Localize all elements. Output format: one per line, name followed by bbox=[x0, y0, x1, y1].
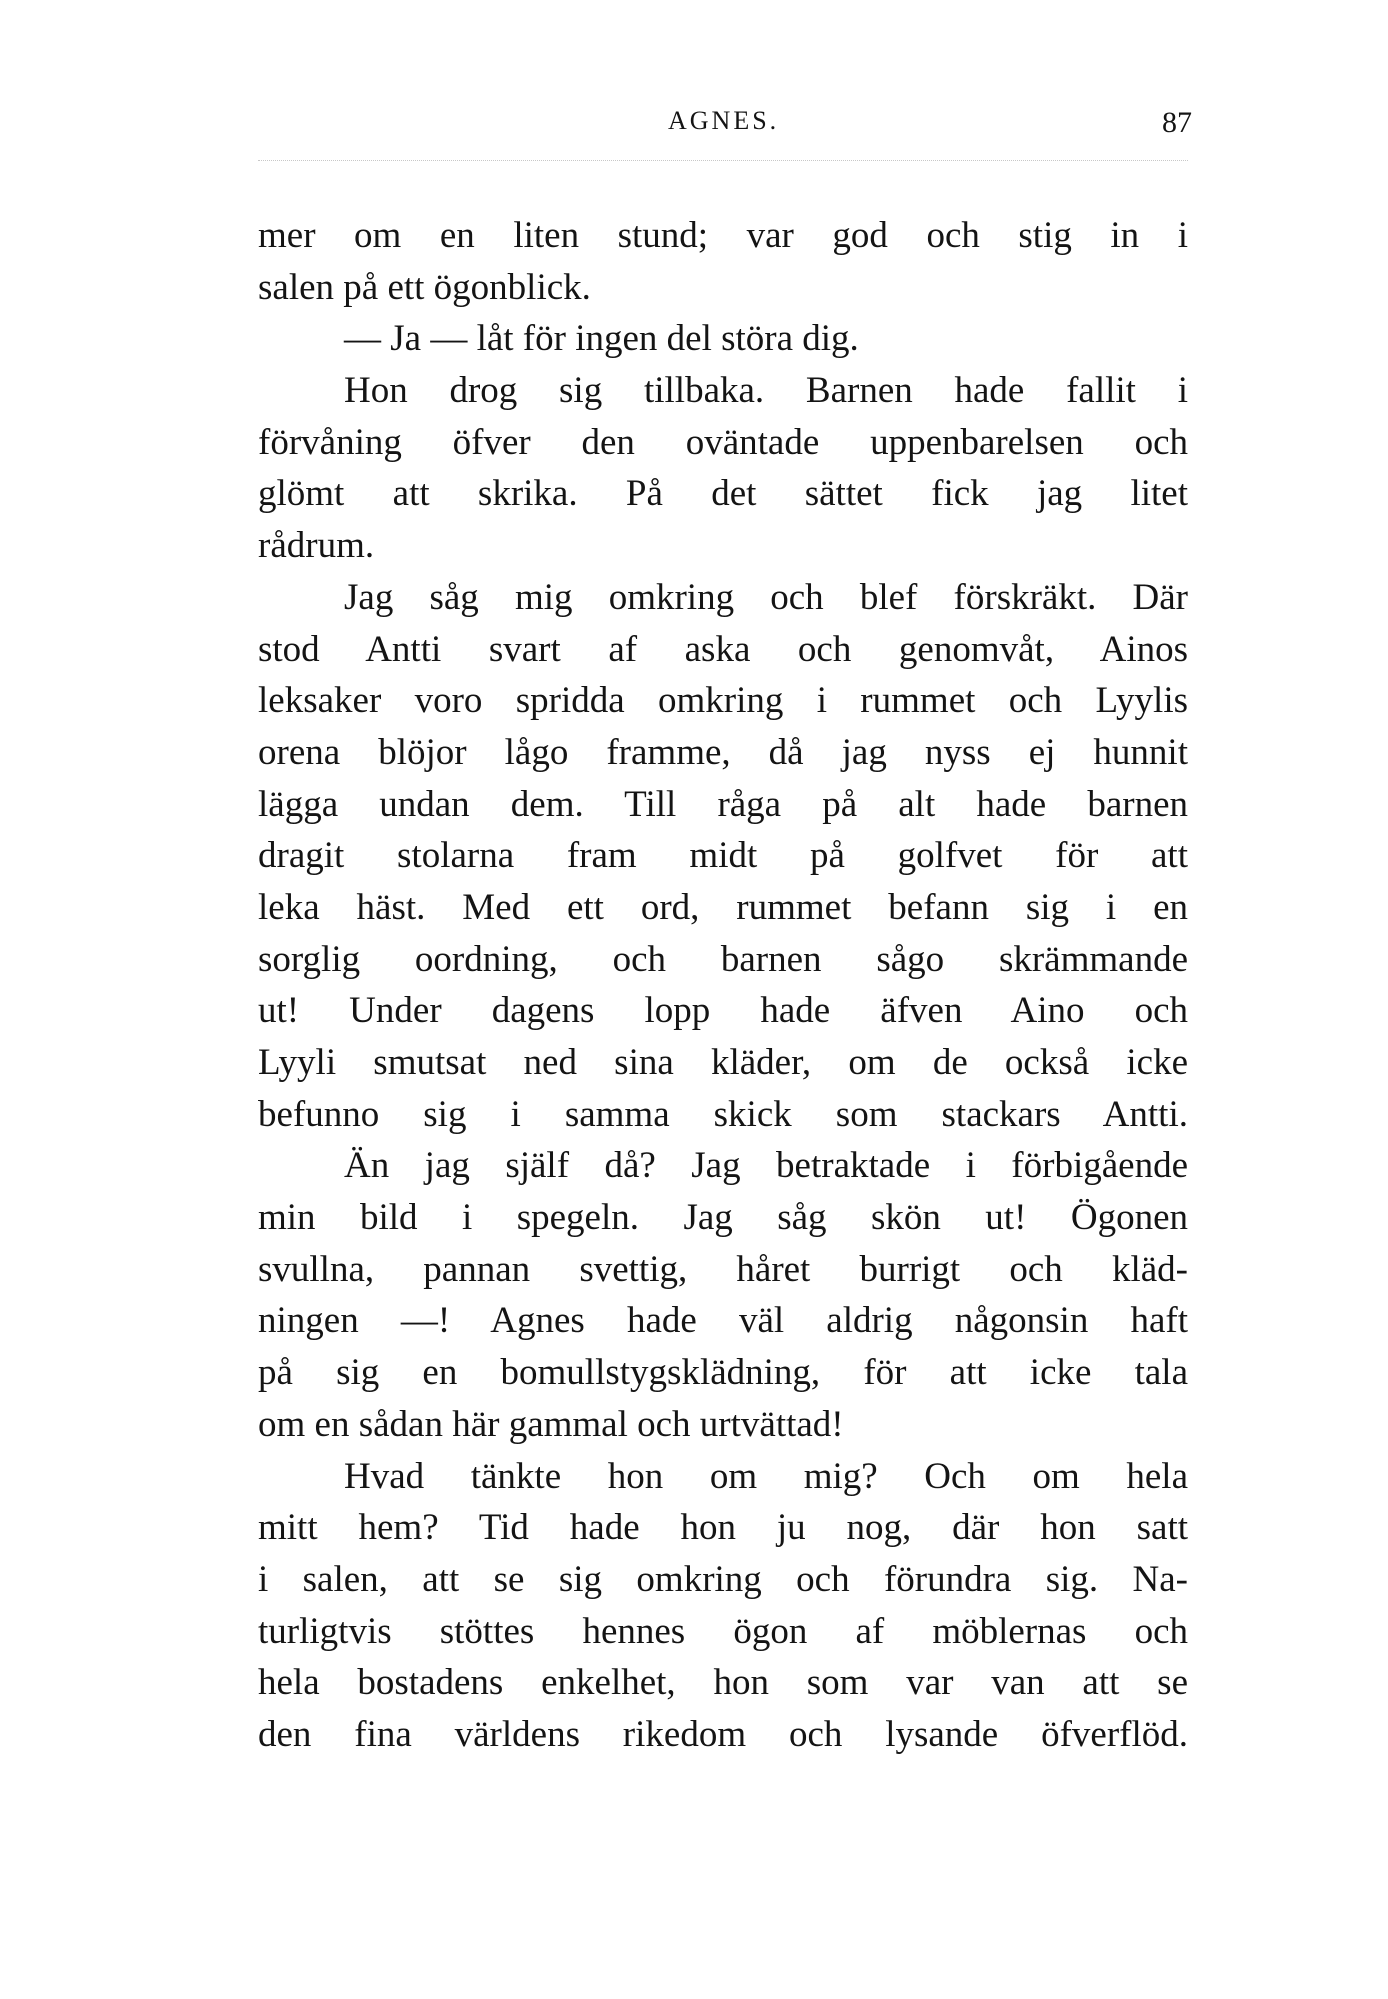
text-line: glömt att skrika. På det sättet fick jag litet bbox=[258, 473, 1188, 515]
text-line: ningen —! Agnes hade väl aldrig någonsin haft bbox=[258, 1300, 1188, 1342]
body-text bbox=[258, 210, 1188, 1761]
text-line: Hon drog sig tillbaka. Barnen hade fallit i bbox=[344, 370, 1188, 412]
page-number: 87 bbox=[1162, 106, 1192, 139]
text-line: lägga undan dem. Till råga på alt hade barnen bbox=[258, 783, 1188, 825]
text-line: turligtvis stöttes hennes ögon af möblernas och bbox=[258, 1610, 1188, 1652]
text-line: stod Antti svart af aska och genomvåt, Ainos bbox=[258, 628, 1188, 670]
header-rule bbox=[258, 160, 1188, 161]
text-line: mer om en liten stund; var god och stig in i bbox=[258, 215, 1188, 256]
text-line: sorglig oordning, och barnen sågo skrämmande bbox=[258, 938, 1188, 980]
text-line: om en sådan här gammal och urtvättad! bbox=[258, 1403, 844, 1445]
text-line: befunno sig i samma skick som stackars Antti. bbox=[258, 1093, 1188, 1135]
text-line: leksaker voro spridda omkring i rummet och Lyylis bbox=[258, 680, 1188, 722]
text-line: förvåning öfver den oväntade uppenbarelsen och bbox=[258, 421, 1188, 463]
text-line: ut! Under dagens lopp hade äfven Aino och bbox=[258, 990, 1188, 1032]
text-line: Hvad tänkte hon om mig? Och om hela bbox=[344, 1455, 1188, 1497]
running-head bbox=[258, 106, 1192, 146]
text-line: Än jag själf då? Jag betraktade i förbigående bbox=[344, 1145, 1188, 1187]
text-line: svullna, pannan svettig, håret burrigt och kläd- bbox=[258, 1248, 1188, 1290]
text-line: leka häst. Med ett ord, rummet befann sig i en bbox=[258, 886, 1188, 928]
text-line: Lyyli smutsat ned sina kläder, om de också icke bbox=[258, 1042, 1188, 1083]
text-line: hela bostadens enkelhet, hon som var van att se bbox=[258, 1662, 1188, 1704]
text-line: dragit stolarna fram midt på golfvet för att bbox=[258, 835, 1188, 877]
text-line: salen på ett ögonblick. bbox=[258, 266, 591, 308]
text-line: rådrum. bbox=[258, 525, 375, 567]
text-line: i salen, att se sig omkring och förundra sig. Na- bbox=[258, 1558, 1188, 1600]
text-line: mitt hem? Tid hade hon ju nog, där hon satt bbox=[258, 1507, 1188, 1549]
running-title: AGNES. bbox=[668, 106, 780, 135]
text-line: orena blöjor lågo framme, då jag nyss ej hunnit bbox=[258, 731, 1188, 773]
text-line: min bild i spegeln. Jag såg skön ut! Ögonen bbox=[258, 1197, 1188, 1239]
text-line: den fina världens rikedom och lysande öfverflöd. bbox=[258, 1713, 1188, 1755]
text-line: Jag såg mig omkring och blef förskräkt. Där bbox=[344, 576, 1188, 618]
text-line: — Ja — låt för ingen del störa dig. bbox=[344, 318, 859, 360]
text-line: på sig en bomullstygsklädning, för att icke tala bbox=[258, 1352, 1188, 1394]
